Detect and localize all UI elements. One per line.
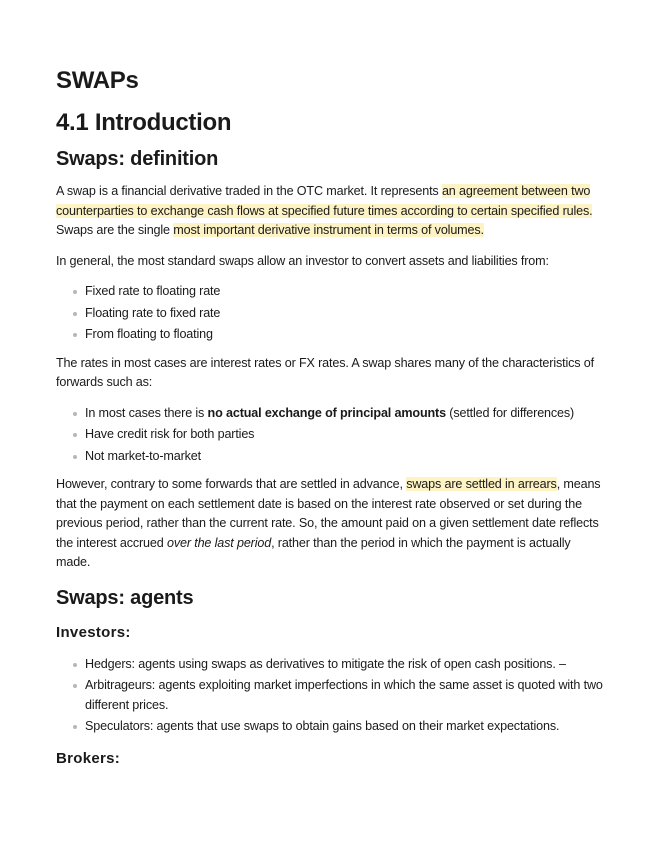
highlight-agreement: an agreement between two counterparties to exchange cash flows at specified future times according to certain specified rules. [56, 184, 593, 218]
highlight-volumes: most important derivative instrument in terms of volumes. [173, 223, 484, 237]
list-item-bold-text: no actual exchange of principal amounts [207, 405, 446, 420]
investors-heading: Investors: [56, 623, 131, 641]
rate-conversion-list [56, 282, 604, 345]
agents-heading: Swaps: agents [56, 586, 194, 609]
highlight-arrears: swaps are settled in arrears [406, 477, 557, 491]
arrears-italic-text: over the last period [166, 535, 272, 550]
list-item: From floating to floating [85, 325, 604, 345]
definition-heading: Swaps: definition [56, 148, 219, 170]
list-item: Fixed rate to floating rate [85, 282, 604, 302]
document-content [56, 66, 604, 769]
list-item-text: (settled for differences) [445, 405, 575, 420]
investors-list [56, 655, 604, 737]
arrears-text-2: , means that the payment on each settlement date is based on the interest rate observed or set during the previous period, rather than the current rate. So, the amount paid on a given settlement date reflects the interest accrued [56, 477, 601, 550]
arrears-text-3: , rather than the period in which the payment is actually made. [56, 535, 571, 569]
convert-paragraph: In general, the most standard swaps allow an investor to convert assets and liabilities from: [56, 253, 549, 268]
list-item: Hedgers: agents using swaps as derivatives to mitigate the risk of open cash positions. – [85, 655, 604, 675]
arrears-paragraph [56, 475, 604, 573]
rates-paragraph: The rates in most cases are interest rates or FX rates. A swap shares many of the characteristics of forwards such as: [56, 355, 594, 389]
brokers-heading: Brokers: [56, 749, 121, 767]
list-item-text: In most cases there is [85, 405, 208, 420]
list-item [85, 404, 604, 424]
definition-text-1: A swap is a financial derivative traded in the OTC market. It represents [56, 184, 442, 198]
list-item: Not market-to-market [85, 447, 604, 467]
list-item: Have credit risk for both parties [85, 425, 604, 445]
forward-characteristics-list [56, 404, 604, 467]
list-item: Floating rate to fixed rate [85, 304, 604, 324]
document-title: SWAPs [56, 67, 139, 94]
arrears-text-1: However, contrary to some forwards that are settled in advance, [56, 477, 407, 491]
definition-paragraph [56, 182, 604, 241]
list-item: Arbitrageurs: agents exploiting market imperfections in which the same asset is quoted with two different prices. [85, 676, 604, 715]
definition-text-2: Swaps are the single [56, 223, 174, 237]
list-item: Speculators: agents that use swaps to obtain gains based on their market expectations. [85, 717, 604, 737]
section-title: 4.1 Introduction [56, 109, 232, 136]
